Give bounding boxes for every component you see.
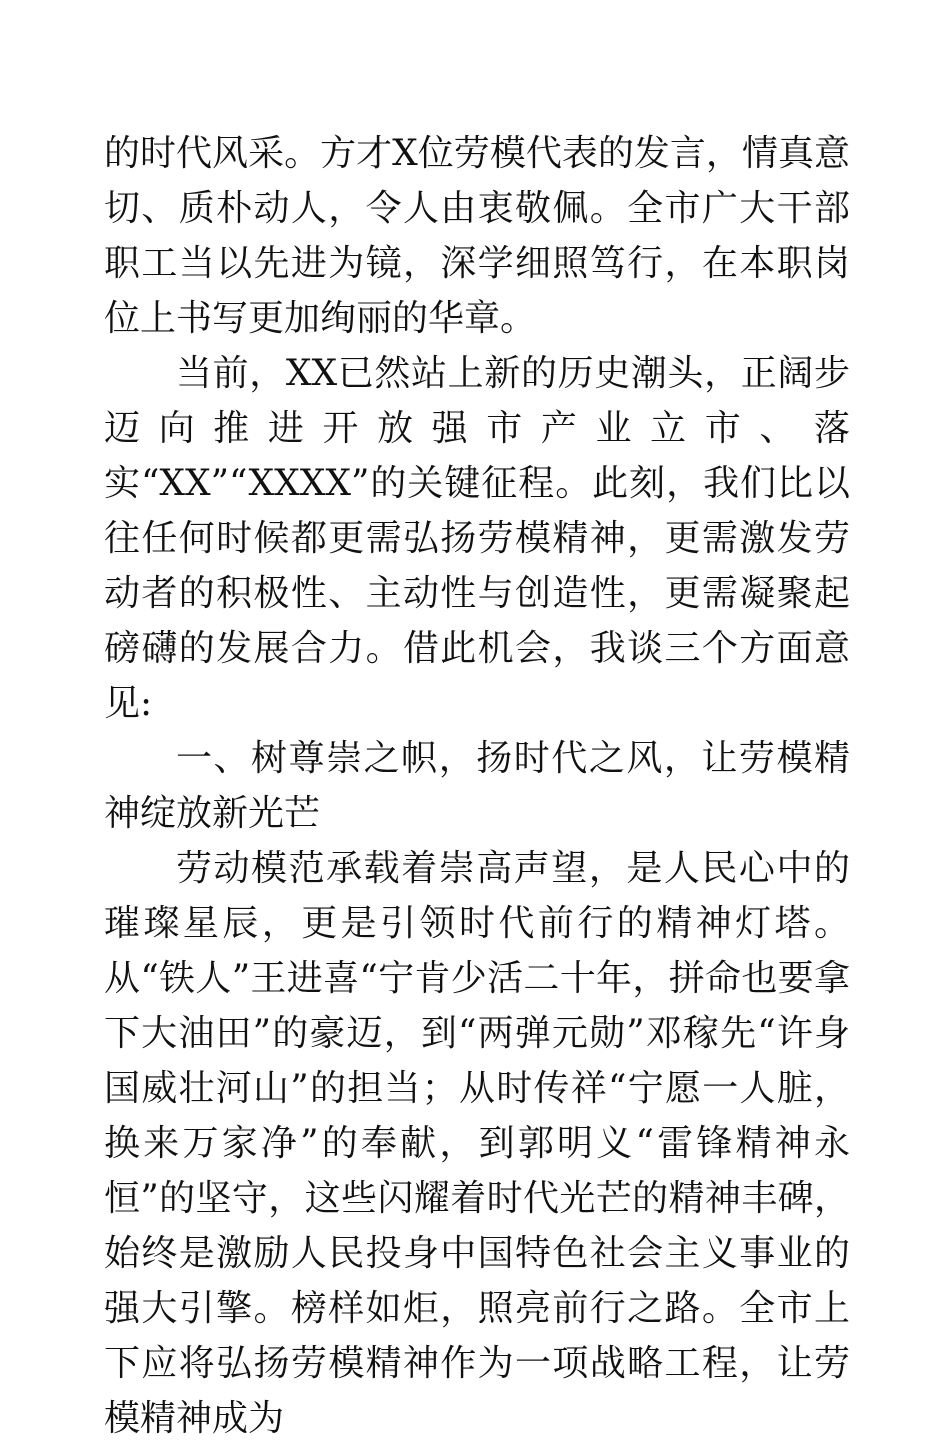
section-heading-1: 一、树尊崇之帜，扬时代之风，让劳模精神绽放新光芒 [104,738,850,834]
document-page [104,126,850,1446]
paragraph-intro-continuation: 的时代风采。方才X位劳模代表的发言，情真意切、质朴动人，令人由衷敬佩。全市广大干部职工当以先进为镜，深学细照笃行，在本职岗位上书写更加绚丽的华章。 [104,133,850,339]
paragraph-current-situation: 当前，XX已然站上新的历史潮头，正阔步迈向推进开放强市产业立市、落实“XX”“XXXX”的关键征程。此刻，我们比以往任何时候都更需弘扬劳模精神，更需激发劳动者的积极性、主动性与创造性，更需凝聚起磅礴的发展合力。借此机会，我谈三个方面意见: [104,353,850,724]
paragraph-labor-models: 劳动模范承载着崇高声望，是人民心中的璀璨星辰，更是引领时代前行的精神灯塔。从“铁人”王进喜“宁肯少活二十年，拼命也要拿下大油田”的豪迈，到“两弹元勋”邓稼先“许身国威壮河山”的担当；从时传祥“宁愿一人脏，换来万家净”的奉献，到郭明义“雷锋精神永恒”的坚守，这些闪耀着时代光芒的精神丰碑，始终是激励人民投身中国特色社会主义事业的强大引擎。榜样如炬，照亮前行之路。全市上下应将弘扬劳模精神作为一项战略工程，让劳模精神成为 [104,848,850,1439]
